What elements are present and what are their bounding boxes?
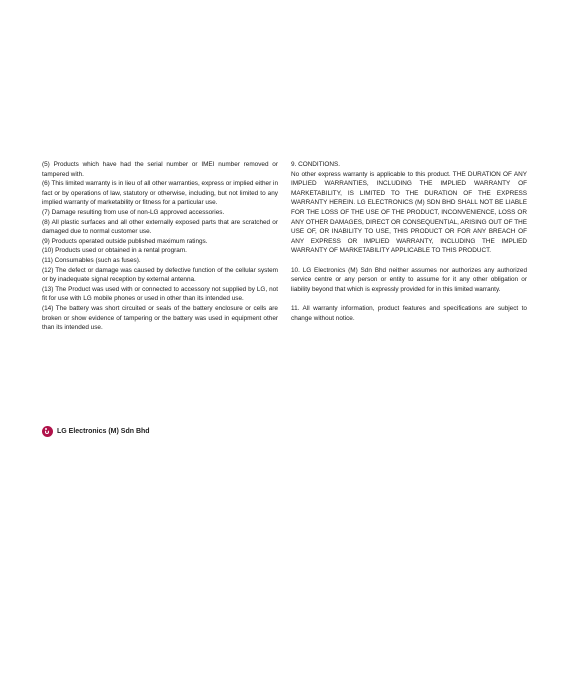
footer [42, 426, 150, 437]
section-9-title: 9. CONDITIONS. [291, 161, 341, 168]
clause-9: (9) Products operated outside published maximum ratings. [42, 237, 208, 245]
clause-8: (8) All plastic surfaces and all other externally exposed parts that are scratched or damaged due to normal customer use. [42, 218, 278, 236]
section-10: 10. LG Electronics (M) Sdn Bhd neither assumes nor authorizes any authorized service centre or any person or entity to assume for it any other obligation or liability beyond that which is expressly provided for in this limited warranty. [291, 266, 527, 293]
spacer [291, 256, 527, 266]
section-11: 11. All warranty information, product features and specifications are subject to change without notice. [291, 304, 527, 322]
clause-7: (7) Damage resulting from use of non-LG approved accessories. [42, 208, 225, 216]
clause-11: (11) Consumables (such as fuses). [42, 256, 141, 264]
clause-6: (6) This limited warranty is in lieu of all other warranties, express or implied either in fact or by operations of law, statutory or otherwise, including, but not limited to any implied warranty of marketability or fitness for a particular use. [42, 180, 278, 207]
clause-12: (12) The defect or damage was caused by defective function of the cellular system or by inadequate signal reception by external antenna. [42, 266, 278, 284]
right-column [291, 160, 527, 323]
company-name: LG Electronics (M) Sdn Bhd [57, 428, 150, 435]
lg-logo-icon [42, 426, 53, 437]
clause-13: (13) The Product was used with or connected to accessory not supplied by LG, not fit for use with LG mobile phones or used in other than its intended use. [42, 285, 278, 303]
spacer [291, 294, 527, 304]
clause-5: (5) Products which have had the serial number or IMEI number removed or tampered with. [42, 161, 278, 178]
left-column [42, 160, 278, 333]
clause-14: (14) The battery was short circuited or seals of the battery enclosure or cells are broken or show evidence of tampering or the battery was used in equipment other than its intended use. [42, 304, 278, 332]
section-9-body: No other express warranty is applicable to this product. THE DURATION OF ANY IMPLIED WARRANTIES, INCLUDING THE IMPLIED WARRANTY OF MARKETABILITY, IS LIMITED TO THE DURATION OF THE EXPRESS WARRANTY HEREIN. LG ELECTRONICS (M) SDN BHD SHALL NOT BE LIABLE FOR THE LOSS OF THE USE OF THE PRODUCT, INCONVENIENCE, LOSS OR ANY OTHER DAMAGES, DIRECT OR CONSEQUENTIAL, ARISING OUT OF THE USE OF, OR INABILITY TO USE, THIS PRODUCT OR FOR ANY BREACH OF ANY EXPRESS OR IMPLIED WARRANTY, INCLUDING THE IMPLIED WARRANTY OF MARKETABILITY APPLICABLE TO THIS PRODUCT. [291, 170, 527, 255]
clause-10: (10) Products used or obtained in a rental program. [42, 247, 187, 255]
